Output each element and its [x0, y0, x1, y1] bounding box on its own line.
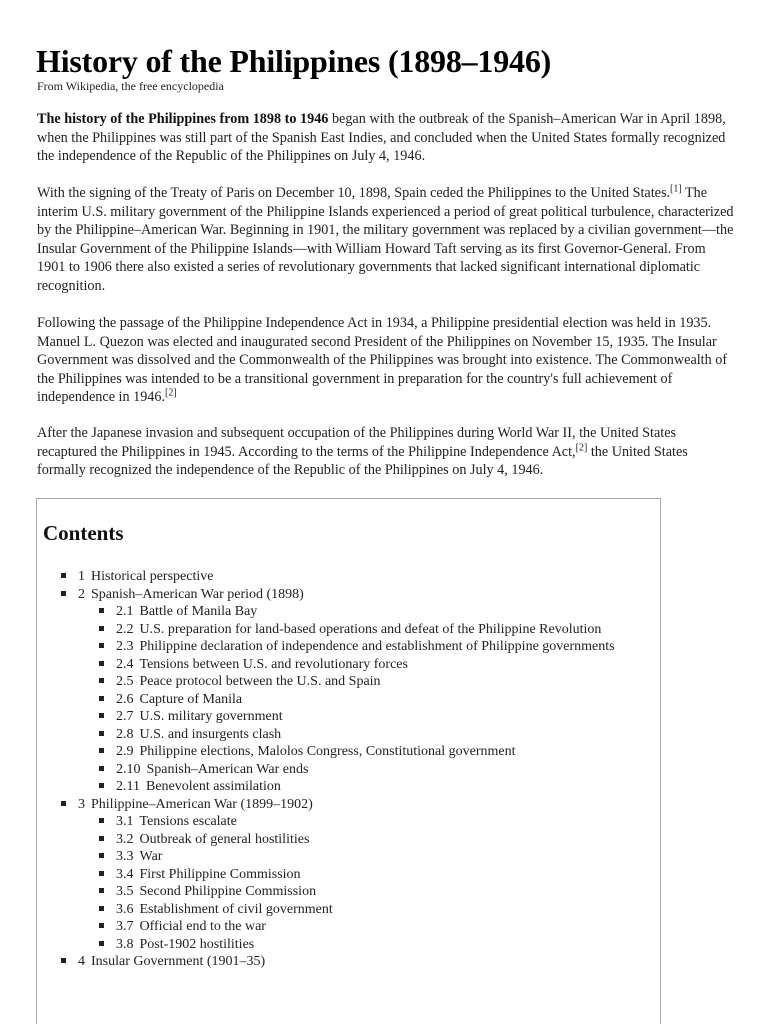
bullet-icon	[99, 836, 104, 841]
toc-item-label[interactable]: Insular Government (1901–35)	[91, 954, 266, 969]
toc-item[interactable]	[61, 866, 615, 884]
bullet-icon	[99, 888, 104, 893]
toc-item[interactable]	[61, 901, 615, 919]
toc-item-label[interactable]: Tensions between U.S. and revolutionary forces	[139, 656, 408, 672]
independence-act-text: Following the passage of the Philippine Independence Act in 1934, a Philippine presidential election was held in 1935. Manuel L. Quezon was elected and inaugurated second President of the Philippines on November 15, 1935. The Insular Government was dissolved and the Commonwealth of the Philippines was brought into existence. The Commonwealth of the Philippines was intended to be a transitional government in preparation for the country's full achievement of independence in 1946.	[37, 315, 728, 406]
toc-list	[61, 568, 615, 971]
bullet-icon	[99, 906, 104, 911]
toc-item-label[interactable]: U.S. preparation for land-based operations and defeat of the Philippine Revolution	[139, 621, 602, 637]
toc-item-label[interactable]: U.S. military government	[139, 709, 283, 724]
treaty-paragraph	[37, 184, 737, 296]
toc-item[interactable]	[61, 813, 615, 831]
toc-item-label[interactable]: Benevolent assimilation	[145, 779, 281, 794]
toc-item[interactable]	[61, 883, 615, 901]
bullet-icon	[99, 853, 104, 858]
toc-item[interactable]	[61, 708, 615, 726]
toc-item-number: 2	[78, 586, 85, 602]
toc-item-number: 2.4	[116, 656, 134, 672]
toc-item-label[interactable]: Second Philippine Commission	[139, 884, 317, 899]
toc-item-label[interactable]: Post-1902 hostilities	[139, 936, 255, 952]
toc-item-label[interactable]: Official end to the war	[139, 919, 266, 934]
toc-item-label[interactable]: U.S. and insurgents clash	[139, 726, 282, 742]
toc-item[interactable]	[61, 691, 615, 709]
toc-item-number: 3.5	[116, 884, 134, 899]
toc-item-number: 3.2	[116, 831, 134, 847]
toc-item-number: 3.8	[116, 936, 134, 952]
bullet-icon	[61, 591, 66, 596]
toc-item-number: 1	[78, 569, 85, 584]
bullet-icon	[99, 766, 104, 771]
toc-item-number: 2.1	[116, 604, 134, 619]
toc-item-number: 2.7	[116, 709, 134, 724]
toc-item[interactable]	[61, 743, 615, 761]
toc-item-number: 4	[78, 954, 85, 969]
intro-bold-text: The history of the Philippines from 1898 to 1946	[37, 111, 329, 127]
toc-item-label[interactable]: Capture of Manila	[139, 691, 243, 707]
toc-item[interactable]	[61, 831, 615, 849]
toc-item[interactable]	[61, 726, 615, 744]
table-of-contents	[36, 498, 661, 1024]
bullet-icon	[99, 941, 104, 946]
toc-item[interactable]	[61, 603, 615, 621]
toc-item[interactable]	[61, 638, 615, 656]
toc-item-label[interactable]: War	[139, 849, 163, 864]
toc-item-number: 2.10	[116, 761, 141, 777]
toc-item-label[interactable]: Outbreak of general hostilities	[139, 831, 310, 847]
toc-item[interactable]	[61, 918, 615, 936]
intro-text: began with the outbreak of the Spanish–American War in April 1898, when the Philippines was still part of the Spanish East Indies, and concluded when the United States formally recognized the independence of the Republic of the Philippines on July 4, 1946.	[37, 111, 726, 165]
toc-item[interactable]	[61, 848, 615, 866]
toc-item-label[interactable]: Peace protocol between the U.S. and Spain	[139, 674, 381, 689]
toc-item-number: 3.1	[116, 814, 134, 829]
toc-item-label[interactable]: Battle of Manila Bay	[139, 604, 258, 619]
bullet-icon	[99, 923, 104, 928]
bullet-icon	[99, 608, 104, 613]
toc-item-number: 2.11	[116, 779, 140, 794]
bullet-icon	[99, 871, 104, 876]
bullet-icon	[99, 748, 104, 753]
toc-item[interactable]	[61, 673, 615, 691]
bullet-icon	[99, 643, 104, 648]
toc-item[interactable]	[61, 936, 615, 954]
treaty-text-rest: The interim U.S. military government of the Philippine Islands experienced a period of great political turbulence, characterized by the Philippine–American War. Beginning in 1901, the military government was replaced by a civilian government—the Insular Government of the Philippine Islands—with William Howard Taft serving as its first Governor-General. From 1901 to 1906 there also existed a series of revolutionary governments that lacked significant international diplomatic recognition.	[37, 185, 734, 294]
bullet-icon	[61, 958, 66, 963]
bullet-icon	[61, 801, 66, 806]
toc-item-number: 2.8	[116, 726, 134, 742]
toc-item[interactable]	[61, 568, 615, 586]
toc-item-label[interactable]: Tensions escalate	[139, 814, 237, 829]
page-title: History of the Philippines (1898–1946)	[36, 43, 552, 79]
toc-item-label[interactable]: First Philippine Commission	[139, 866, 301, 882]
citation-link[interactable]: [2]	[165, 387, 177, 399]
toc-item-number: 3.4	[116, 866, 134, 882]
toc-item[interactable]	[61, 953, 615, 971]
toc-item-label[interactable]: Philippine declaration of independence and establishment of Philippine governments	[139, 639, 615, 654]
citation-link[interactable]: [1]	[670, 183, 682, 195]
intro-paragraph	[37, 110, 737, 166]
bullet-icon	[99, 661, 104, 666]
treaty-text: With the signing of the Treaty of Paris on December 10, 1898, Spain ceded the Philippines to the United States.	[37, 185, 671, 201]
toc-title: Contents	[43, 521, 124, 545]
toc-item-number: 2.5	[116, 674, 134, 689]
toc-item-number: 2.3	[116, 639, 134, 654]
toc-item[interactable]	[61, 586, 615, 604]
citation-link[interactable]: [2]	[575, 441, 588, 453]
toc-item-label[interactable]: Spanish–American War ends	[146, 761, 309, 777]
bullet-icon	[99, 678, 104, 683]
toc-item-label[interactable]: Philippine elections, Malolos Congress, Constitutional government	[139, 744, 516, 759]
toc-item[interactable]	[61, 621, 615, 639]
independence-act-paragraph	[37, 314, 737, 407]
toc-item-number: 3	[78, 796, 85, 812]
bullet-icon	[99, 713, 104, 718]
toc-item-label[interactable]: Spanish–American War period (1898)	[91, 586, 304, 602]
page-subtitle: From Wikipedia, the free encyclopedia	[37, 79, 224, 93]
toc-item-number: 2.6	[116, 691, 134, 707]
bullet-icon	[99, 626, 104, 631]
bullet-icon	[99, 696, 104, 701]
occupation-text-rest: the United States formally recognized the independence of the Republic of the Philippines on July 4, 1946.	[37, 443, 688, 479]
toc-item-number: 3.7	[116, 919, 134, 934]
toc-item-number: 2.9	[116, 744, 134, 759]
toc-item[interactable]	[61, 761, 615, 779]
occupation-text: After the Japanese invasion and subsequent occupation of the Philippines during World War II, the United States recaptured the Philippines in 1945. According to the terms of the Philippine Independence Act,	[37, 425, 677, 460]
toc-item-number: 3.6	[116, 901, 134, 917]
bullet-icon	[99, 818, 104, 823]
bullet-icon	[61, 573, 66, 578]
bullet-icon	[99, 731, 104, 736]
toc-item-label[interactable]: Philippine–American War (1899–1902)	[91, 796, 313, 812]
toc-item[interactable]	[61, 796, 615, 814]
toc-item-label[interactable]: Establishment of civil government	[139, 901, 333, 917]
occupation-paragraph	[37, 424, 737, 480]
toc-item-label[interactable]: Historical perspective	[91, 569, 214, 584]
toc-item[interactable]	[61, 656, 615, 674]
bullet-icon	[99, 783, 104, 788]
toc-item-number: 3.3	[116, 849, 134, 864]
toc-item-number: 2.2	[116, 621, 134, 637]
toc-item[interactable]	[61, 778, 615, 796]
